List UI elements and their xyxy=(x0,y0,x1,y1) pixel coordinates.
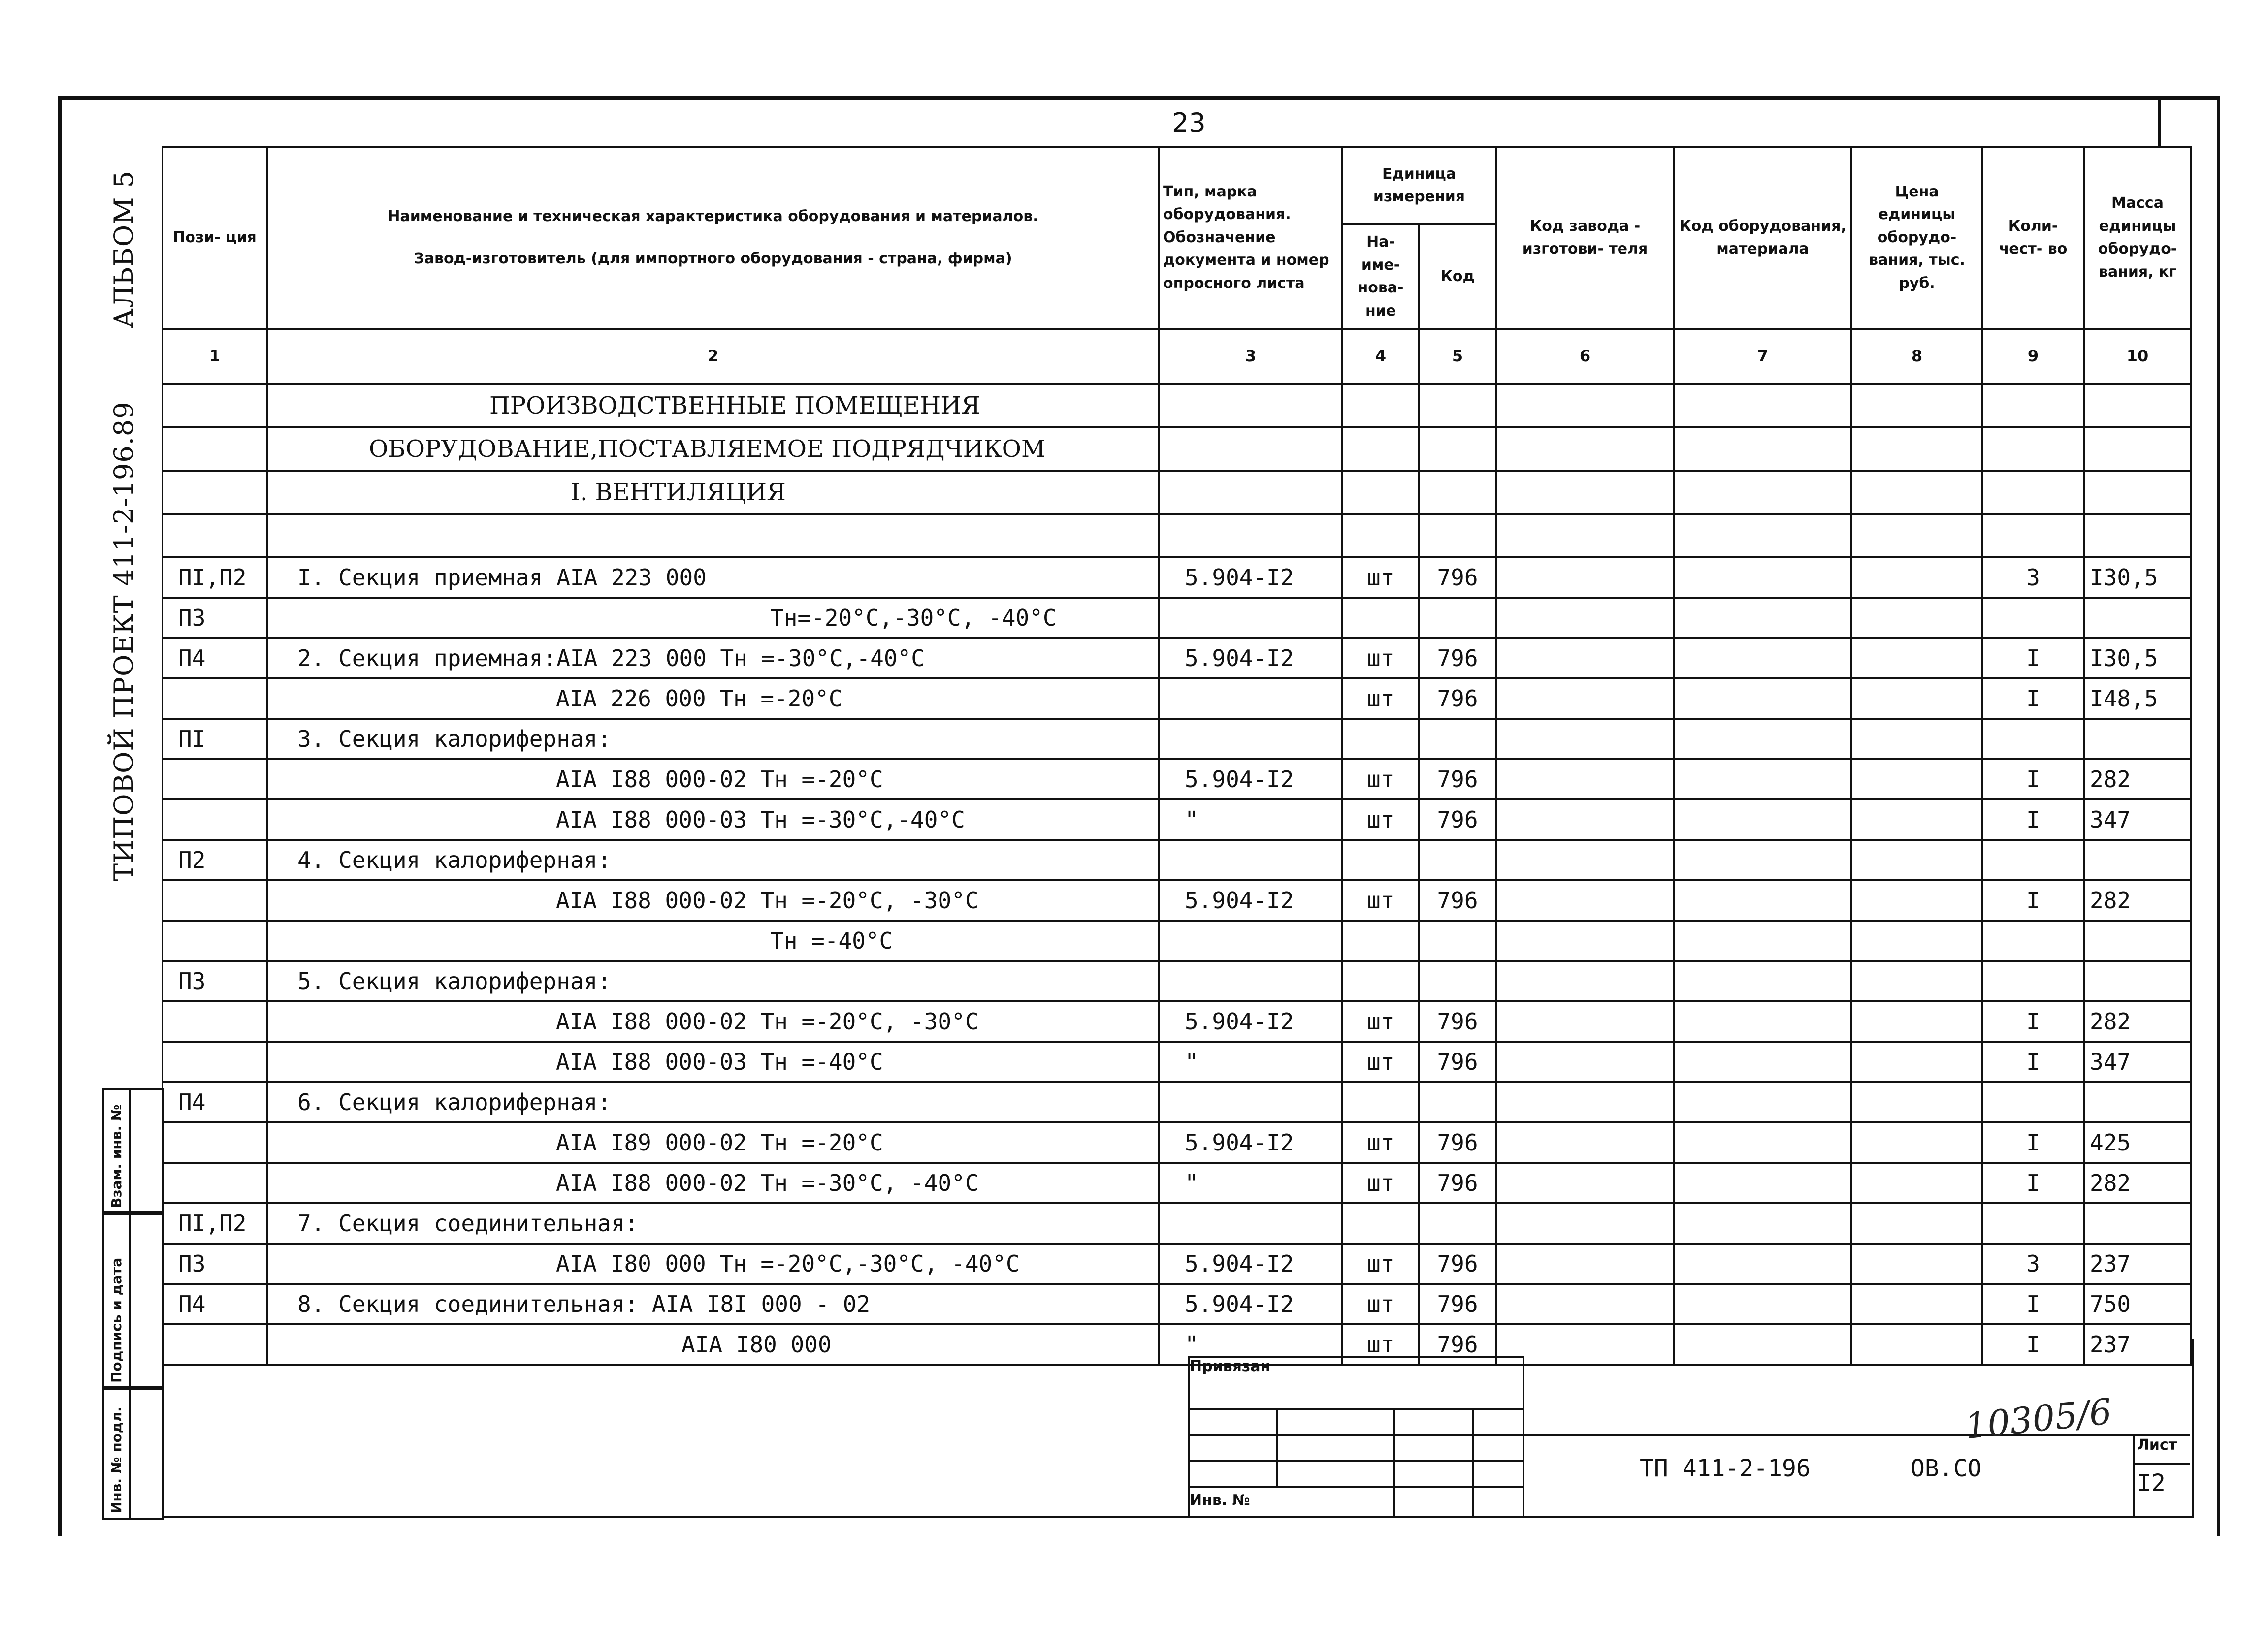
row-type xyxy=(1159,1082,1342,1122)
table-row xyxy=(162,921,2191,961)
row-type: " xyxy=(1159,1042,1342,1082)
table-row xyxy=(162,1284,2191,1324)
table-row xyxy=(162,1163,2191,1203)
row-position: П3 xyxy=(162,598,267,638)
row-equipment-code xyxy=(1674,557,1851,598)
row-position xyxy=(162,799,267,840)
row-type xyxy=(1159,840,1342,880)
row-unit-code xyxy=(1419,1203,1496,1244)
row-unit-code: 796 xyxy=(1419,759,1496,799)
table-row xyxy=(162,880,2191,921)
row-type xyxy=(1159,961,1342,1001)
header-factory-code: Код завода - изготови- теля xyxy=(1496,147,1674,329)
row-unit-code: 796 xyxy=(1419,799,1496,840)
row-factory-code xyxy=(1496,1122,1674,1163)
row-unit-name: шт xyxy=(1342,799,1419,840)
row-mass: 282 xyxy=(2084,880,2191,921)
row-equipment-code xyxy=(1674,638,1851,678)
row-name: 2. Секция приемная:AIA 223 000 Тн =-30°С,-40°С xyxy=(267,638,1159,678)
row-unit-code: 796 xyxy=(1419,1244,1496,1284)
row-factory-code xyxy=(1496,719,1674,759)
row-unit-code: 796 xyxy=(1419,557,1496,598)
row-unit-code: 796 xyxy=(1419,678,1496,719)
row-type: 5.904-I2 xyxy=(1159,1244,1342,1284)
row-equipment-code xyxy=(1674,799,1851,840)
specification-table xyxy=(162,146,2192,1366)
table-row xyxy=(162,719,2191,759)
row-position: П3 xyxy=(162,1244,267,1284)
row-name: AIA I80 000 Тн =-20°С,-30°С, -40°С xyxy=(267,1244,1159,1284)
row-name: I. Секция приемная AIA 223 000 xyxy=(267,557,1159,598)
row-price xyxy=(1851,719,1982,759)
row-position xyxy=(162,1001,267,1042)
row-type: " xyxy=(1159,1163,1342,1203)
row-equipment-code xyxy=(1674,598,1851,638)
side-title-project: ТИПОВОЙ ПРОЕКТ 411-2-196.89 xyxy=(108,401,139,881)
header-position: Пози- ция xyxy=(162,147,267,329)
row-equipment-code xyxy=(1674,1001,1851,1042)
page-number: 23 xyxy=(1172,107,1206,138)
row-price xyxy=(1851,961,1982,1001)
row-quantity: I xyxy=(1982,638,2084,678)
colnum-5: 5 xyxy=(1419,329,1496,384)
row-unit-name: шт xyxy=(1342,1042,1419,1082)
row-position: ПI,П2 xyxy=(162,1203,267,1244)
colnum-4: 4 xyxy=(1342,329,1419,384)
row-name: AIA I88 000-02 Тн =-20°С xyxy=(267,759,1159,799)
row-price xyxy=(1851,799,1982,840)
row-name: 5. Секция калориферная: xyxy=(267,961,1159,1001)
row-factory-code xyxy=(1496,678,1674,719)
row-unit-code: 796 xyxy=(1419,638,1496,678)
row-name: AIA I88 000-03 Тн =-40°С xyxy=(267,1042,1159,1082)
row-unit-name xyxy=(1342,1082,1419,1122)
row-mass: 237 xyxy=(2084,1324,2191,1365)
row-equipment-code xyxy=(1674,1042,1851,1082)
row-position: П4 xyxy=(162,1082,267,1122)
row-mass xyxy=(2084,840,2191,880)
row-price xyxy=(1851,880,1982,921)
row-type: " xyxy=(1159,799,1342,840)
row-equipment-code xyxy=(1674,678,1851,719)
left-stamp-podpis xyxy=(102,1211,164,1390)
colnum-9: 9 xyxy=(1982,329,2084,384)
row-mass: 282 xyxy=(2084,759,2191,799)
row-price xyxy=(1851,840,1982,880)
row-mass xyxy=(2084,921,2191,961)
row-factory-code xyxy=(1496,1082,1674,1122)
row-unit-code: 796 xyxy=(1419,1163,1496,1203)
table-row xyxy=(162,1082,2191,1122)
row-mass xyxy=(2084,1203,2191,1244)
row-name: AIA I88 000-02 Тн =-20°С, -30°С xyxy=(267,1001,1159,1042)
colnum-7: 7 xyxy=(1674,329,1851,384)
row-type: 5.904-I2 xyxy=(1159,880,1342,921)
row-unit-code: 796 xyxy=(1419,1042,1496,1082)
row-equipment-code xyxy=(1674,1203,1851,1244)
header-unit-code: Код xyxy=(1419,224,1496,329)
header-mass: Масса единицы оборудо- вания, кг xyxy=(2084,147,2191,329)
bottom-area xyxy=(162,1339,2194,1518)
row-name: AIA I88 000-02 Тн =-30°С, -40°С xyxy=(267,1163,1159,1203)
stamp-inv-no: Инв. № xyxy=(1190,1492,1250,1509)
left-stamp-inv xyxy=(102,1386,164,1520)
side-title xyxy=(108,106,139,881)
row-quantity xyxy=(1982,961,2084,1001)
table-row xyxy=(162,1244,2191,1284)
row-position xyxy=(162,1042,267,1082)
row-price xyxy=(1851,557,1982,598)
row-unit-name: шт xyxy=(1342,1001,1419,1042)
row-quantity: 3 xyxy=(1982,557,2084,598)
row-unit-name: шт xyxy=(1342,1244,1419,1284)
header-unit-name: На- име- нова- ние xyxy=(1342,224,1419,329)
row-factory-code xyxy=(1496,1203,1674,1244)
row-name: 4. Секция калориферная: xyxy=(267,840,1159,880)
row-type: 5.904-I2 xyxy=(1159,1122,1342,1163)
row-unit-code: 796 xyxy=(1419,1122,1496,1163)
row-position xyxy=(162,759,267,799)
row-position xyxy=(162,880,267,921)
row-name: AIA I89 000-02 Тн =-20°С xyxy=(267,1122,1159,1163)
row-type xyxy=(1159,921,1342,961)
frame-top-border xyxy=(58,96,2220,100)
row-type: 5.904-I2 xyxy=(1159,1284,1342,1324)
row-equipment-code xyxy=(1674,921,1851,961)
row-unit-name: шт xyxy=(1342,557,1419,598)
row-unit-name xyxy=(1342,719,1419,759)
row-factory-code xyxy=(1496,921,1674,961)
row-factory-code xyxy=(1496,880,1674,921)
table-row xyxy=(162,1122,2191,1163)
row-unit-code xyxy=(1419,961,1496,1001)
row-quantity: I xyxy=(1982,1284,2084,1324)
row-factory-code xyxy=(1496,598,1674,638)
row-name: 7. Секция соединительная: xyxy=(267,1203,1159,1244)
row-equipment-code xyxy=(1674,1284,1851,1324)
stamp-privyazan: Привязан xyxy=(1190,1358,1271,1375)
row-unit-name: шт xyxy=(1342,638,1419,678)
row-mass: 750 xyxy=(2084,1284,2191,1324)
row-type xyxy=(1159,678,1342,719)
left-stamp-inv-label: Инв. № подл. xyxy=(108,1406,125,1513)
row-quantity: I xyxy=(1982,1324,2084,1365)
row-factory-code xyxy=(1496,1042,1674,1082)
row-mass: I48,5 xyxy=(2084,678,2191,719)
row-mass: 347 xyxy=(2084,1042,2191,1082)
row-position: П2 xyxy=(162,840,267,880)
row-mass: 425 xyxy=(2084,1122,2191,1163)
frame-right-border xyxy=(2217,96,2220,1536)
row-name: 3. Секция калориферная: xyxy=(267,719,1159,759)
row-quantity xyxy=(1982,1203,2084,1244)
table-row xyxy=(162,638,2191,678)
row-factory-code xyxy=(1496,1163,1674,1203)
row-unit-code: 796 xyxy=(1419,880,1496,921)
row-quantity: I xyxy=(1982,1001,2084,1042)
row-factory-code xyxy=(1496,1244,1674,1284)
row-mass: 282 xyxy=(2084,1163,2191,1203)
row-price xyxy=(1851,1163,1982,1203)
row-mass xyxy=(2084,598,2191,638)
row-quantity xyxy=(1982,1082,2084,1122)
row-quantity: I xyxy=(1982,799,2084,840)
row-equipment-code xyxy=(1674,1082,1851,1122)
row-position: П4 xyxy=(162,1284,267,1324)
row-name: AIA 226 000 Тн =-20°С xyxy=(267,678,1159,719)
section-heading: ОБОРУДОВАНИЕ,ПОСТАВЛЯЕМОЕ ПОДРЯДЧИКОМ xyxy=(267,427,1159,471)
row-unit-name: шт xyxy=(1342,1122,1419,1163)
row-quantity xyxy=(1982,921,2084,961)
row-mass xyxy=(2084,1082,2191,1122)
row-factory-code xyxy=(1496,799,1674,840)
row-mass: I30,5 xyxy=(2084,638,2191,678)
row-name: 6. Секция калориферная: xyxy=(267,1082,1159,1122)
row-type xyxy=(1159,719,1342,759)
header-price: Цена единицы оборудо- вания, тыс. руб. xyxy=(1851,147,1982,329)
row-price xyxy=(1851,921,1982,961)
row-unit-name: шт xyxy=(1342,759,1419,799)
row-type: 5.904-I2 xyxy=(1159,759,1342,799)
row-unit-code: 796 xyxy=(1419,1284,1496,1324)
row-unit-name: шт xyxy=(1342,1324,1419,1365)
table-row xyxy=(162,840,2191,880)
row-position xyxy=(162,1163,267,1203)
row-equipment-code xyxy=(1674,840,1851,880)
table-row xyxy=(162,759,2191,799)
row-name: 8. Секция соединительная: AIA I8I 000 - 02 xyxy=(267,1284,1159,1324)
row-factory-code xyxy=(1496,961,1674,1001)
row-name: AIA I88 000-03 Тн =-30°С,-40°С xyxy=(267,799,1159,840)
row-factory-code xyxy=(1496,1284,1674,1324)
row-quantity: I xyxy=(1982,759,2084,799)
sheet-label: Лист xyxy=(2137,1436,2177,1454)
row-price xyxy=(1851,1244,1982,1284)
row-quantity: I xyxy=(1982,678,2084,719)
row-price xyxy=(1851,1284,1982,1324)
row-price xyxy=(1851,1042,1982,1082)
row-unit-name xyxy=(1342,921,1419,961)
row-position xyxy=(162,678,267,719)
document-code: ТП 411-2-196 xyxy=(1640,1455,1811,1482)
row-unit-code xyxy=(1419,840,1496,880)
row-unit-name xyxy=(1342,598,1419,638)
row-price xyxy=(1851,1203,1982,1244)
row-factory-code xyxy=(1496,557,1674,598)
row-unit-name: шт xyxy=(1342,1284,1419,1324)
row-equipment-code xyxy=(1674,1122,1851,1163)
row-factory-code xyxy=(1496,759,1674,799)
frame-left-border xyxy=(58,96,62,1536)
row-factory-code xyxy=(1496,1001,1674,1042)
header-name-line2: Завод-изготовитель (для импортного оборудования - страна, фирма) xyxy=(414,250,1012,267)
table-row xyxy=(162,799,2191,840)
row-type xyxy=(1159,598,1342,638)
row-name: AIA I88 000-02 Тн =-20°С, -30°С xyxy=(267,880,1159,921)
table-row xyxy=(162,1042,2191,1082)
row-unit-name: шт xyxy=(1342,678,1419,719)
row-unit-code xyxy=(1419,921,1496,961)
table-row xyxy=(162,678,2191,719)
handwritten-number: 10305/6 xyxy=(1963,1390,2114,1447)
row-type: " xyxy=(1159,1324,1342,1365)
row-unit-name: шт xyxy=(1342,880,1419,921)
corner-box-line xyxy=(2158,96,2161,148)
colnum-10: 10 xyxy=(2084,329,2191,384)
header-unit-group: Единица измерения xyxy=(1342,147,1496,224)
row-equipment-code xyxy=(1674,1163,1851,1203)
section-heading: I. ВЕНТИЛЯЦИЯ xyxy=(267,471,1159,514)
row-unit-name xyxy=(1342,961,1419,1001)
row-equipment-code xyxy=(1674,719,1851,759)
row-name: Тн =-40°С xyxy=(267,921,1159,961)
document-mark: ОВ.СО xyxy=(1911,1455,1982,1482)
row-unit-code: 796 xyxy=(1419,1324,1496,1365)
table-row xyxy=(162,598,2191,638)
side-title-album: АЛЬБОМ 5 xyxy=(108,170,139,329)
row-position: П4 xyxy=(162,638,267,678)
left-stamp-vzam xyxy=(102,1088,164,1215)
row-price xyxy=(1851,759,1982,799)
header-equipment-code: Код оборудования, материала xyxy=(1674,147,1851,329)
left-stamp-vzam-label: Взам. инв. № xyxy=(108,1104,125,1208)
table-row xyxy=(162,961,2191,1001)
row-type: 5.904-I2 xyxy=(1159,638,1342,678)
row-type xyxy=(1159,1203,1342,1244)
table-row xyxy=(162,1203,2191,1244)
row-price xyxy=(1851,678,1982,719)
row-unit-code: 796 xyxy=(1419,1001,1496,1042)
left-stamp-podpis-label: Подпись и дата xyxy=(108,1257,125,1383)
header-name-line1: Наименование и техническая характеристика оборудования и материалов. xyxy=(388,207,1038,225)
row-equipment-code xyxy=(1674,961,1851,1001)
row-equipment-code xyxy=(1674,880,1851,921)
colnum-3: 3 xyxy=(1159,329,1342,384)
row-mass: 237 xyxy=(2084,1244,2191,1284)
row-quantity xyxy=(1982,840,2084,880)
colnum-2: 2 xyxy=(267,329,1159,384)
row-quantity: 3 xyxy=(1982,1244,2084,1284)
row-unit-name xyxy=(1342,840,1419,880)
row-factory-code xyxy=(1496,638,1674,678)
row-equipment-code xyxy=(1674,759,1851,799)
row-unit-code xyxy=(1419,1082,1496,1122)
table-row xyxy=(162,1001,2191,1042)
row-mass xyxy=(2084,961,2191,1001)
row-position xyxy=(162,1122,267,1163)
row-price xyxy=(1851,1082,1982,1122)
row-quantity xyxy=(1982,719,2084,759)
row-mass: 282 xyxy=(2084,1001,2191,1042)
header-name xyxy=(267,147,1159,329)
row-price xyxy=(1851,638,1982,678)
row-unit-code xyxy=(1419,719,1496,759)
row-mass: 347 xyxy=(2084,799,2191,840)
row-price xyxy=(1851,1001,1982,1042)
row-price xyxy=(1851,1122,1982,1163)
table-row xyxy=(162,557,2191,598)
row-unit-name xyxy=(1342,1203,1419,1244)
row-factory-code xyxy=(1496,840,1674,880)
row-name: Тн=-20°С,-30°С, -40°С xyxy=(267,598,1159,638)
row-mass: I30,5 xyxy=(2084,557,2191,598)
sheet-number: I2 xyxy=(2137,1469,2166,1497)
row-name: AIA I80 000 xyxy=(267,1324,1159,1365)
row-equipment-code xyxy=(1674,1244,1851,1284)
row-position: ПI,П2 xyxy=(162,557,267,598)
colnum-8: 8 xyxy=(1851,329,1982,384)
header-quantity: Коли- чест- во xyxy=(1982,147,2084,329)
row-position: ПI xyxy=(162,719,267,759)
row-unit-name: шт xyxy=(1342,1163,1419,1203)
row-quantity: I xyxy=(1982,880,2084,921)
section-heading: ПРОИЗВОДСТВЕННЫЕ ПОМЕЩЕНИЯ xyxy=(267,384,1159,427)
colnum-6: 6 xyxy=(1496,329,1674,384)
row-position xyxy=(162,921,267,961)
row-quantity: I xyxy=(1982,1042,2084,1082)
row-position: П3 xyxy=(162,961,267,1001)
row-quantity: I xyxy=(1982,1122,2084,1163)
row-unit-code xyxy=(1419,598,1496,638)
colnum-1: 1 xyxy=(162,329,267,384)
row-mass xyxy=(2084,719,2191,759)
row-price xyxy=(1851,598,1982,638)
header-type: Тип, марка оборудования. Обозначение документа и номер опросного листа xyxy=(1159,147,1342,329)
row-quantity: I xyxy=(1982,1163,2084,1203)
row-type: 5.904-I2 xyxy=(1159,557,1342,598)
row-type: 5.904-I2 xyxy=(1159,1001,1342,1042)
row-quantity xyxy=(1982,598,2084,638)
